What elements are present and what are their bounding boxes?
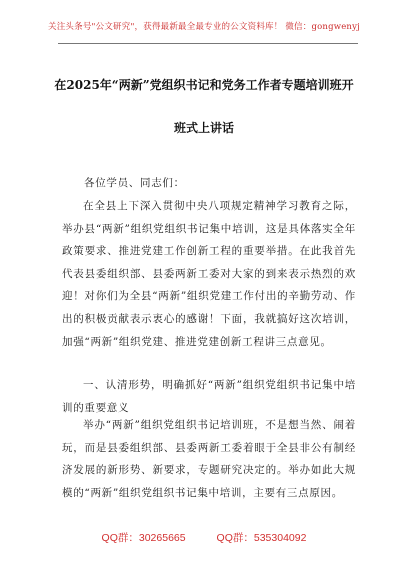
- header-divider: [58, 43, 358, 44]
- footer-qq-group-1: QQ群：30265665: [101, 532, 186, 544]
- paragraph-section-1: 举办“两新”组织党组织书记培训班，不是想当然、闹着玩，而是县委组织部、县委两新工委着眼于全县非公有制经济发展的新形势、新要求，专题研究决定的。举办如此大规模的“两新”组织党组织书记集中培训，主要有三点原因。: [62, 419, 356, 499]
- section-heading-1: 一、认清形势，明确抓好“两新”组织党组织书记集中培训的重要意义: [62, 379, 356, 414]
- footer: [0, 530, 408, 545]
- header-banner: 关注头条号"公文研究"，获得最新最全最专业的公文资料库！ 微信：gongwenyj: [48, 22, 360, 32]
- paragraph-intro: 在全县上下深入贯彻中央八项规定精神学习教育之际，举办县“两新”组织党组织书记集中培训，这是具体落实全年政策要求、推进党建工作创新工程的重要举措。在此我首先代表县委组织部、县委两新工委对大家的到来表示热烈的欢迎！对你们为全县“两新”组织党建工作付出的辛勤劳动、作出的积极贡献表示衷心的感谢！下面，我就搞好这次培训，加强“两新”组织党建、推进党建创新工程讲三点意见。: [62, 200, 356, 348]
- document-title-line1: 在2025年“两新”党组织书记和党务工作者专题培训班开: [54, 78, 354, 92]
- footer-qq-group-2: QQ群：535304092: [216, 532, 307, 544]
- salutation: 各位学员、同志们：: [84, 177, 185, 189]
- document-title-line2: 班式上讲话: [173, 121, 234, 135]
